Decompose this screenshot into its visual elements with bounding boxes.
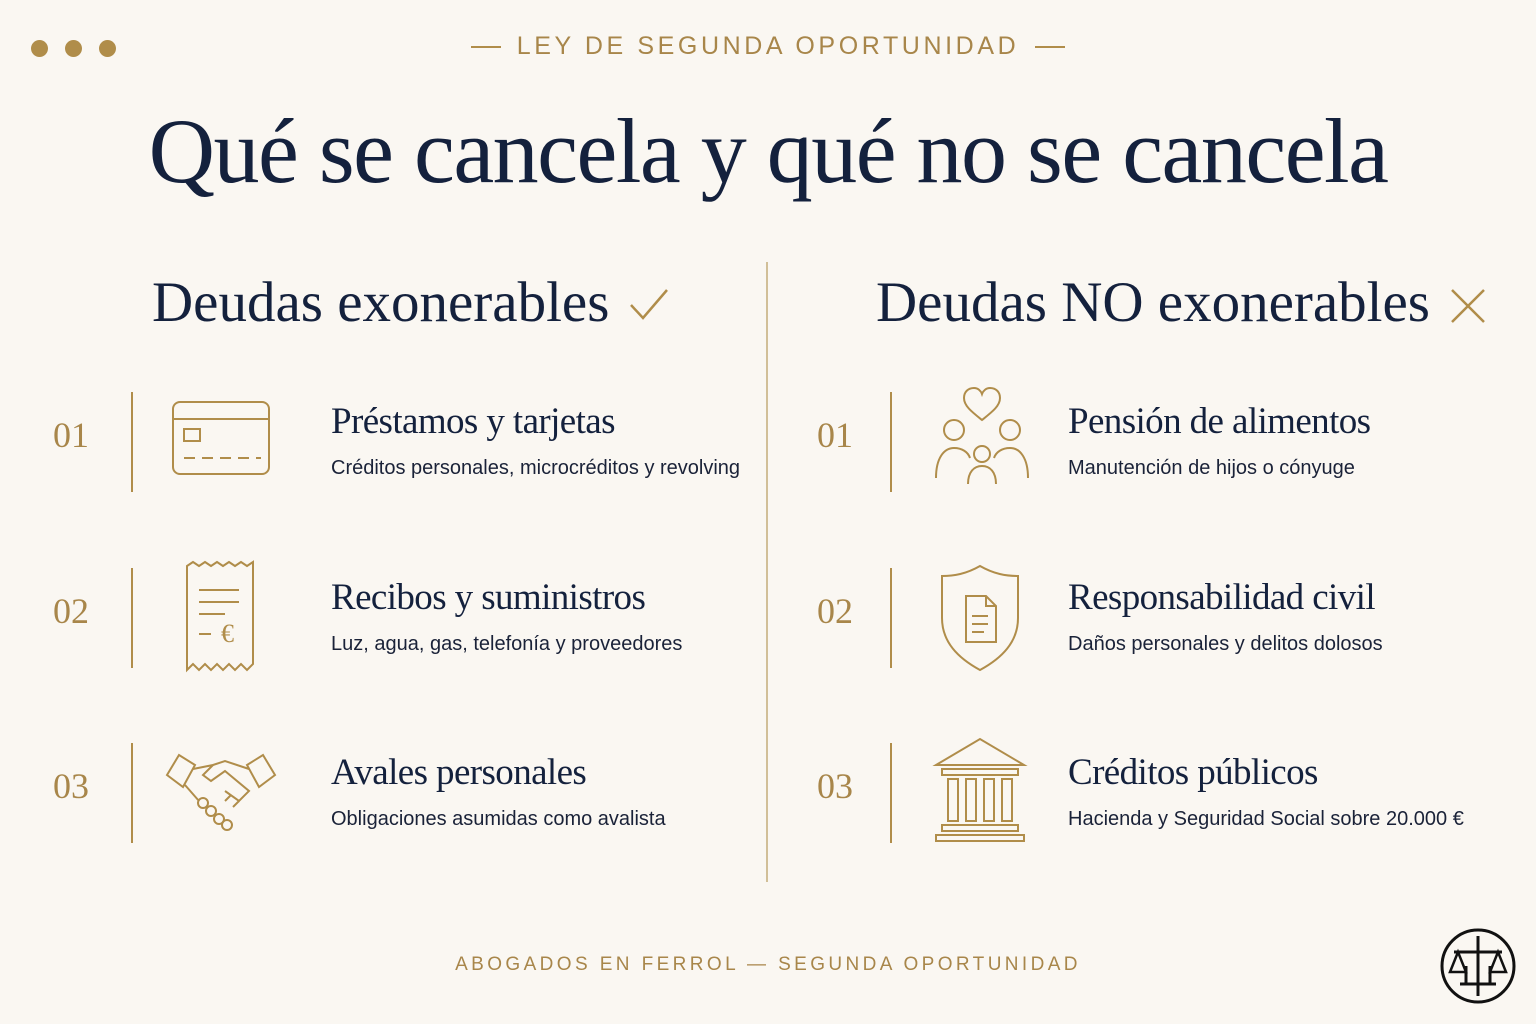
kicker-dash-left: [471, 46, 501, 48]
handshake-icon: [163, 735, 279, 851]
receipt-icon: [163, 560, 279, 676]
family-heart-icon: [922, 384, 1038, 500]
item-divider: [890, 568, 892, 668]
right-column-title: [876, 270, 1488, 341]
right-column-title-text: Deudas NO exonerables: [876, 271, 1430, 334]
item-title: Pensión de alimentos: [1068, 401, 1371, 442]
item-divider: [131, 392, 133, 492]
item-title: Avales personales: [331, 752, 587, 793]
left-column-title: [152, 270, 671, 341]
kicker-dash-right: [1035, 46, 1065, 48]
item-divider: [890, 743, 892, 843]
item-divider: [131, 743, 133, 843]
item-title: Recibos y suministros: [331, 577, 646, 618]
item-number: 03: [53, 766, 89, 806]
item-description: Luz, agua, gas, telefonía y proveedores: [331, 633, 683, 655]
cross-icon: [1448, 275, 1488, 341]
footer-text: ABOGADOS EN FERROL — SEGUNDA OPORTUNIDAD: [455, 954, 1081, 975]
credit-card-icon: [163, 384, 279, 500]
item-description: Daños personales y delitos dolosos: [1068, 633, 1383, 655]
item-number: 02: [53, 591, 89, 631]
scales-logo-icon: [1438, 926, 1518, 1006]
item-number: 01: [53, 415, 89, 455]
item-title: Préstamos y tarjetas: [331, 401, 615, 442]
shield-document-icon: [922, 560, 1038, 676]
item-description: Créditos personales, microcréditos y revolving: [331, 457, 741, 479]
item-title: Créditos públicos: [1068, 752, 1318, 793]
kicker: [0, 32, 1536, 61]
item-description: Hacienda y Seguridad Social sobre 20.000 €: [1068, 808, 1464, 830]
item-description: Obligaciones asumidas como avalista: [331, 808, 666, 830]
svg-text:€: €: [221, 619, 234, 648]
item-description: Manutención de hijos o cónyuge: [1068, 457, 1355, 479]
item-number: 03: [817, 766, 853, 806]
column-divider: [766, 262, 768, 882]
item-number: 01: [817, 415, 853, 455]
checkmark-icon: [627, 275, 671, 341]
item-divider: [131, 568, 133, 668]
item-number: 02: [817, 591, 853, 631]
item-title: Responsabilidad civil: [1068, 577, 1375, 618]
kicker-text: LEY DE SEGUNDA OPORTUNIDAD: [516, 32, 1020, 60]
item-divider: [890, 392, 892, 492]
page-title: Qué se cancela y qué no se cancela: [148, 100, 1388, 202]
bank-building-icon: [922, 735, 1038, 851]
left-column-title-text: Deudas exonerables: [152, 271, 610, 334]
